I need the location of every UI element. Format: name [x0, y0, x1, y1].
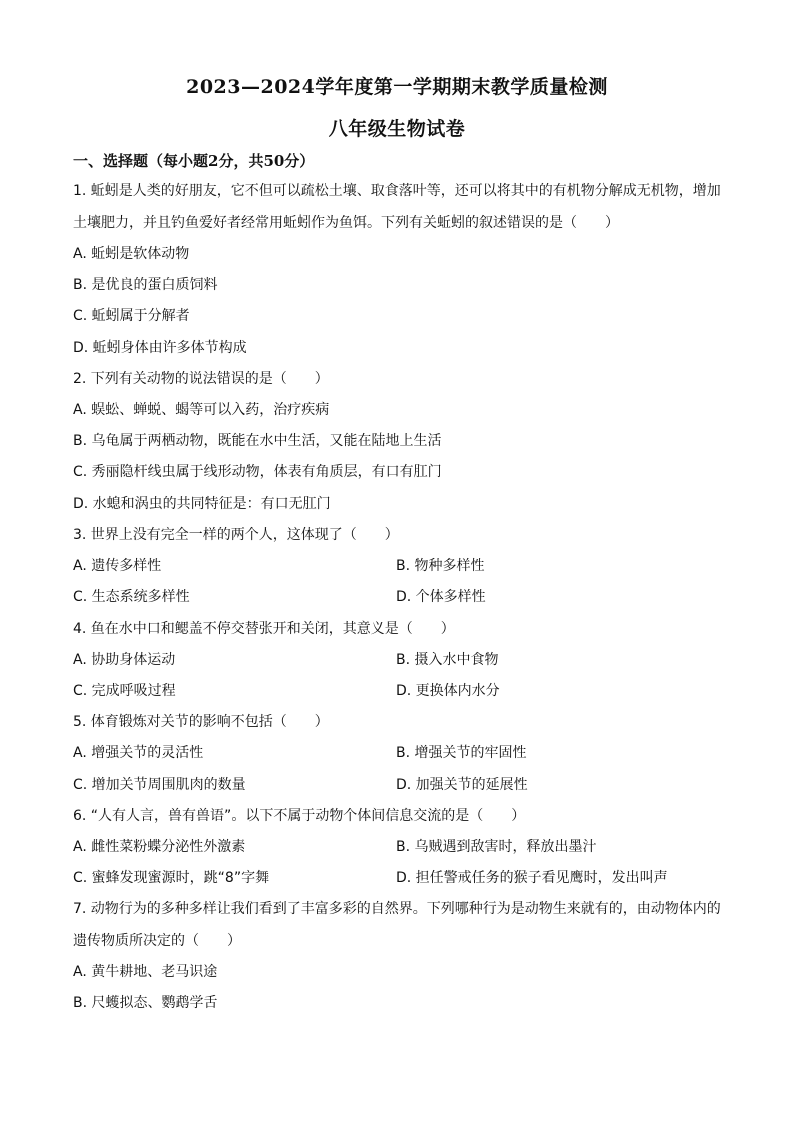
question-3-option-b: B. 物种多样性	[396, 558, 485, 574]
question-6-line-1: 6. “人有人言，兽有兽语”。以下不属于动物个体间信息交流的是（ ）	[73, 808, 526, 824]
question-7-line-1: 7. 动物行为的多种多样让我们看到了丰富多彩的自然界。下列哪种行为是动物生来就有的，由动物体内的	[73, 901, 721, 917]
section-heading: 一、选择题（每小题2分，共50分）	[73, 152, 315, 170]
question-6-option-d: D. 担任警戒任务的猴子看见鹰时，发出叫声	[396, 870, 668, 886]
question-2-option-b: B. 乌龟属于两栖动物，既能在水中生活，又能在陆地上生活	[73, 433, 442, 449]
question-2-line-1: 2. 下列有关动物的说法错误的是（ ）	[73, 371, 329, 387]
question-1-option-b: B. 是优良的蛋白质饲料	[73, 277, 218, 293]
question-3-option-d: D. 个体多样性	[396, 589, 486, 605]
question-2-option-c: C. 秀丽隐杆线虫属于线形动物，体表有角质层，有口有肛门	[73, 464, 442, 480]
question-5-line-1: 5. 体育锻炼对关节的影响不包括（ ）	[73, 714, 329, 730]
question-3-option-a: A. 遗传多样性	[73, 558, 162, 574]
question-7-line-2: 遗传物质所决定的（ ）	[73, 933, 241, 949]
question-5-option-a: A. 增强关节的灵活性	[73, 745, 204, 761]
page-subtitle: 八年级生物试卷	[328, 118, 466, 140]
question-3-option-c: C. 生态系统多样性	[73, 589, 190, 605]
page-title: 2023—2024学年度第一学期期末教学质量检测	[186, 76, 608, 98]
question-2-option-d: D. 水螅和涡虫的共同特征是：有口无肛门	[73, 496, 331, 512]
question-7-option-a: A. 黄牛耕地、老马识途	[73, 964, 218, 980]
question-1-option-a: A. 蚯蚓是软体动物	[73, 246, 190, 262]
question-6-option-a: A. 雌性菜粉蝶分泌性外激素	[73, 839, 246, 855]
question-6-option-b: B. 乌贼遇到敌害时，释放出墨汁	[396, 839, 597, 855]
question-4-line-1: 4. 鱼在水中口和鳃盖不停交替张开和关闭，其意义是（ ）	[73, 621, 455, 637]
question-5-option-d: D. 加强关节的延展性	[396, 777, 528, 793]
question-4-option-c: C. 完成呼吸过程	[73, 683, 176, 699]
question-2-option-a: A. 蜈蚣、蝉蜕、蝎等可以入药，治疗疾病	[73, 402, 330, 418]
question-4-option-d: D. 更换体内水分	[396, 683, 500, 699]
question-1-line-1: 1. 蚯蚓是人类的好朋友，它不但可以疏松土壤、取食落叶等，还可以将其中的有机物分解成无机物，增加	[73, 183, 721, 199]
question-1-line-2: 土壤肥力，并且钓鱼爱好者经常用蚯蚓作为鱼饵。下列有关蚯蚓的叙述错误的是（ ）	[73, 215, 619, 231]
question-5-option-c: C. 增加关节周围肌肉的数量	[73, 777, 246, 793]
question-4-option-b: B. 摄入水中食物	[396, 652, 499, 668]
question-3-line-1: 3. 世界上没有完全一样的两个人，这体现了（ ）	[73, 527, 399, 543]
question-1-option-d: D. 蚯蚓身体由许多体节构成	[73, 340, 247, 356]
question-7-option-b: B. 尺蠖拟态、鹦鹉学舌	[73, 995, 218, 1011]
question-1-option-c: C. 蚯蚓属于分解者	[73, 308, 190, 324]
question-6-option-c: C. 蜜蜂发现蜜源时，跳“8”字舞	[73, 870, 270, 886]
question-4-option-a: A. 协助身体运动	[73, 652, 176, 668]
question-5-option-b: B. 增强关节的牢固性	[396, 745, 527, 761]
